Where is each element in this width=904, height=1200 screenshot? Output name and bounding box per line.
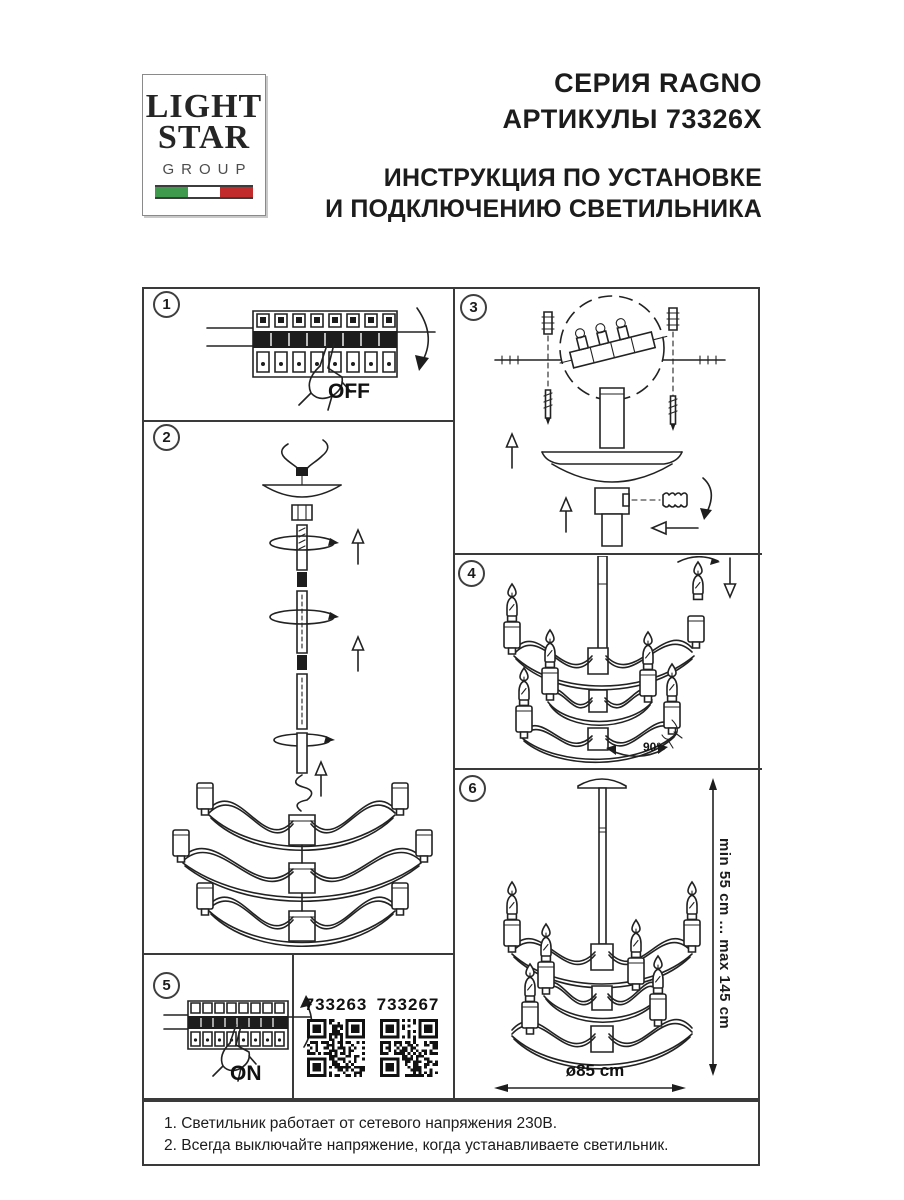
flag-red-segment xyxy=(220,187,253,197)
canopy-tube xyxy=(600,388,624,448)
logo-word-group: GROUP xyxy=(162,160,253,178)
articles-title: АРТИКУЛЫ 73326X xyxy=(502,104,762,134)
panel-1-number: 1 xyxy=(153,291,180,318)
ceiling-canopy xyxy=(263,476,341,520)
breaker-off-drawing xyxy=(195,298,440,416)
terminal-block-detail xyxy=(553,296,669,400)
flag-green-segment xyxy=(155,187,188,197)
grid-divider-right-1 xyxy=(453,553,762,555)
logo-word-light: LIGHT xyxy=(145,88,263,125)
turn-off-arrow xyxy=(415,308,429,371)
qr-label-1: 733263 xyxy=(304,995,368,1014)
instruction-title-line1: ИНСТРУКЦИЯ ПО УСТАНОВКЕ xyxy=(383,164,762,192)
hook-link xyxy=(296,775,312,811)
qr-code-1 xyxy=(307,1019,365,1077)
diameter-dimension-label: ø85 cm xyxy=(565,1061,625,1080)
italian-flag-bar xyxy=(155,185,253,199)
logo-word-star: STAR xyxy=(157,119,251,157)
panel-6-number: 6 xyxy=(459,775,486,802)
breaker-row xyxy=(188,1001,288,1049)
grid-vertical-divider xyxy=(453,289,455,1098)
bulb-installation-drawing xyxy=(460,556,758,766)
rod-segment-1 xyxy=(270,525,339,587)
document-header xyxy=(325,70,762,225)
ceiling-mount-drawing xyxy=(460,292,758,550)
up-arrow-1 xyxy=(353,530,364,564)
series-title: СЕРИЯ RAGNO xyxy=(554,68,762,98)
qr-label-2: 733267 xyxy=(376,995,440,1014)
lift-arrow-left xyxy=(507,434,518,468)
lift-arrow-center xyxy=(561,498,572,532)
safety-notes xyxy=(142,1100,760,1166)
ceiling-cap xyxy=(578,779,626,788)
off-label: OFF xyxy=(328,380,370,403)
grid-divider-right-2 xyxy=(453,768,762,770)
set-screw xyxy=(663,493,687,507)
diameter-dimension-arrow xyxy=(494,1084,686,1092)
note-line-2: 2. Всегда выключайте напряжение, когда устанавливаете светильник. xyxy=(164,1137,669,1154)
breaker-row xyxy=(253,311,397,377)
screw-rotation-arrow xyxy=(703,478,711,514)
ceiling-hook-wires xyxy=(282,440,328,476)
locking-block xyxy=(595,478,712,546)
rod xyxy=(599,788,606,944)
anchor-screw-right xyxy=(667,308,679,431)
anchor-screw-left xyxy=(542,312,554,425)
rod-segment-3 xyxy=(274,674,335,773)
lightstar-logo xyxy=(142,74,266,216)
panel-3-number: 3 xyxy=(460,294,487,321)
rod xyxy=(598,556,607,650)
panel-4-number: 4 xyxy=(458,560,485,587)
grid-divider-left-1 xyxy=(144,420,453,422)
rod-segment-2 xyxy=(270,591,339,670)
chandelier-body xyxy=(173,783,432,946)
on-label: ON xyxy=(230,1062,262,1085)
up-arrow-2 xyxy=(353,637,364,671)
final-chandelier-drawing xyxy=(460,772,758,1098)
qr-code-2 xyxy=(380,1019,438,1077)
push-left-arrow xyxy=(652,522,698,534)
flag-white-segment xyxy=(188,187,221,197)
up-arrow-3 xyxy=(316,762,327,796)
grid-divider-left-2 xyxy=(144,953,453,955)
pole-assembly-drawing xyxy=(155,425,450,947)
note-line-1: 1. Светильник работает от сетевого напряжения 230В. xyxy=(164,1115,558,1132)
floating-bulb xyxy=(678,557,736,600)
canopy-plate xyxy=(542,452,682,482)
rotation-angle-label: 90° xyxy=(643,740,662,754)
instruction-title-line2: И ПОДКЛЮЧЕНИЮ СВЕТИЛЬНИКА xyxy=(325,195,762,223)
panel-5-number: 5 xyxy=(153,972,180,999)
height-dimension-label: min 55 cm ... max 145 cm xyxy=(716,838,733,1030)
panel-2-number: 2 xyxy=(153,424,180,451)
instruction-title xyxy=(325,163,762,225)
